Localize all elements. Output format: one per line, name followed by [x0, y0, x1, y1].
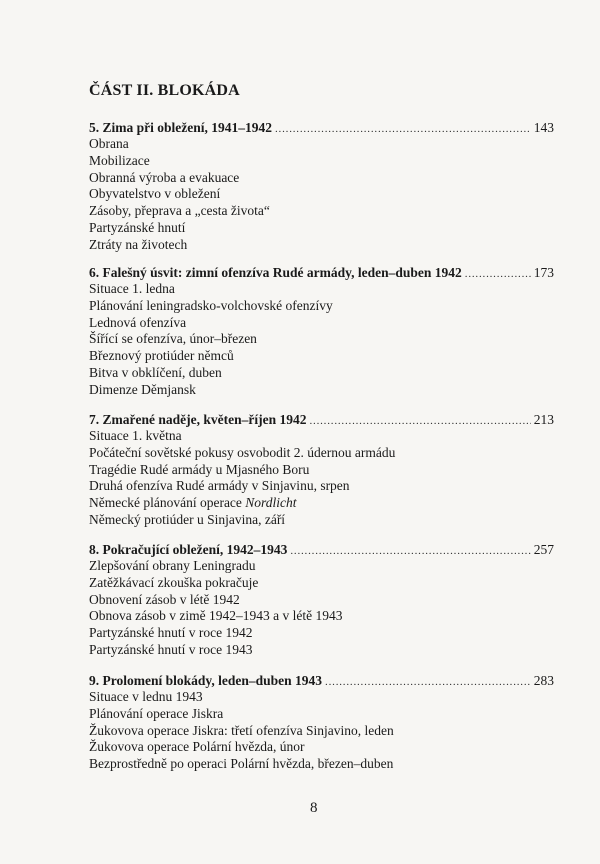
- list-item: Mobilizace: [89, 152, 150, 168]
- chapter-title: 9. Prolomení blokády, leden–duben 1943: [89, 673, 323, 688]
- list-item: Partyzánské hnutí v roce 1943: [89, 641, 253, 657]
- list-item: Partyzánské hnutí v roce 1942: [89, 625, 253, 641]
- list-item: Žukovova operace Polární hvězda, únor: [89, 739, 305, 755]
- chapter-8: [89, 541, 554, 659]
- chapter-page: 257: [533, 542, 554, 557]
- list-item: Plánování leningradsko-volchovské ofenzívy: [89, 297, 333, 313]
- chapter-title: 7. Zmařené naděje, květen–říjen 1942: [89, 412, 307, 427]
- chapter-title: 6. Falešný úsvit: zimní ofenzíva Rudé armády, leden–duben 1942: [89, 265, 462, 280]
- leader-dots: [465, 266, 531, 283]
- list-item: Dimenze Děmjansk: [89, 381, 196, 397]
- list-item: Situace 1. ledna: [89, 281, 175, 296]
- chapter-heading: [89, 119, 554, 136]
- chapter-page: 213: [533, 412, 554, 427]
- list-item: Situace v lednu 1943: [89, 689, 203, 704]
- list-item: Počáteční sovětské pokusy osvobodit 2. údernou armádu: [89, 444, 396, 460]
- list-item: Obnovení zásob v létě 1942: [89, 591, 240, 607]
- list-item: Bitva v obklíčení, duben: [89, 364, 222, 380]
- list-item: Zatěžkávací zkouška pokračuje: [89, 574, 259, 590]
- chapter-heading: [89, 411, 554, 428]
- section-list: [89, 689, 554, 773]
- list-item: [89, 495, 554, 512]
- list-item: Ztráty na životech: [89, 236, 188, 252]
- chapter-page: 283: [533, 673, 554, 688]
- section-list: [89, 428, 554, 529]
- list-item: Zlepšování obrany Leningradu: [89, 558, 256, 573]
- list-item: Situace 1. května: [89, 428, 182, 443]
- list-item: Obrana: [89, 136, 129, 151]
- chapter-page: 173: [533, 265, 554, 280]
- list-item: Obranná výroba a evakuace: [89, 169, 240, 185]
- chapter-9: [89, 672, 554, 773]
- part-title: ČÁST II. BLOKÁDA: [89, 82, 240, 99]
- chapter-6: [89, 264, 554, 399]
- list-item: Obnova zásob v zimě 1942–1943 a v létě 1943: [89, 608, 343, 624]
- list-item: Partyzánské hnutí: [89, 219, 186, 235]
- list-item-text: Německé plánování operace: [89, 495, 246, 511]
- operation-name: Nordlicht: [245, 495, 297, 511]
- chapter-7: [89, 411, 554, 529]
- chapter-heading: [89, 672, 554, 689]
- list-item: Druhá ofenzíva Rudé armády v Sinjavinu, srpen: [89, 478, 350, 494]
- chapter-title: 5. Zima při obležení, 1941–1942: [89, 120, 272, 135]
- list-item: Zásoby, přeprava a „cesta života“: [89, 203, 270, 219]
- leader-dots: [309, 413, 530, 430]
- leader-dots: [275, 121, 531, 138]
- list-item: Žukovova operace Jiskra: třetí ofenzíva Sinjavino, leden: [89, 722, 394, 738]
- chapter-title: 8. Pokračující obležení, 1942–1943: [89, 542, 288, 557]
- chapter-5: [89, 119, 554, 254]
- list-item: Šířící se ofenzíva, únor–březen: [89, 331, 257, 347]
- list-item: Tragédie Rudé armády u Mjasného Boru: [89, 461, 310, 477]
- section-list: [89, 558, 554, 659]
- page-number: 8: [310, 800, 318, 816]
- list-item: Plánování operace Jiskra: [89, 705, 224, 721]
- list-item: Březnový protiúder němců: [89, 348, 234, 364]
- section-list: [89, 136, 554, 254]
- leader-dots: [290, 543, 530, 560]
- chapter-page: 143: [533, 120, 554, 135]
- chapter-heading: [89, 264, 554, 281]
- section-list: [89, 281, 554, 399]
- list-item: Obyvatelstvo v obležení: [89, 186, 221, 202]
- list-item: Německý protiúder u Sinjavina, září: [89, 511, 286, 527]
- list-item: Lednová ofenzíva: [89, 314, 187, 330]
- chapter-heading: [89, 541, 554, 558]
- leader-dots: [325, 674, 531, 691]
- list-item: Bezprostředně po operaci Polární hvězda, březen–duben: [89, 756, 394, 772]
